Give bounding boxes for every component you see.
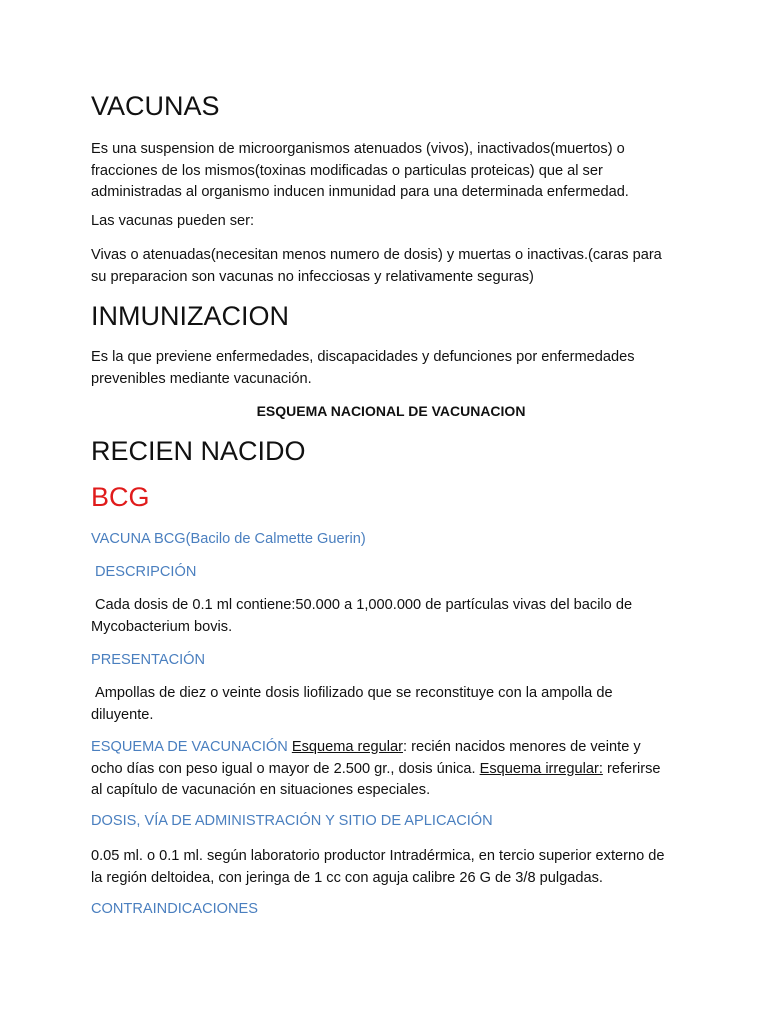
label-esquema-vacunacion: ESQUEMA DE VACUNACIÓN — [91, 739, 288, 755]
subheading-contraindicaciones: CONTRAINDICACIONES — [91, 901, 259, 917]
paragraph-inmunizacion: Es la que previene enfermedades, discapacidades y defunciones por enfermedades prevenibles mediante vacunación. — [91, 349, 635, 387]
paragraph-vacunas-intro: Las vacunas pueden ser: — [91, 213, 255, 229]
label-esquema-regular: Esquema regular — [291, 739, 403, 755]
heading-bcg: BCG — [91, 482, 150, 512]
heading-inmunizacion: INMUNIZACION — [91, 301, 289, 331]
subheading-presentacion: PRESENTACIÓN — [91, 652, 206, 668]
text-esquema-irregular: referirse al capítulo de vacunación en situaciones especiales. — [91, 760, 661, 798]
heading-esquema-nacional: ESQUEMA NACIONAL DE VACUNACION — [256, 403, 526, 419]
label-esquema-irregular: Esquema irregular: — [479, 760, 603, 777]
paragraph-presentacion: Ampollas de diez o veinte dosis liofilizado que se reconstituye con la ampolla de diluyente. — [91, 685, 613, 723]
subheading-vacuna-bcg: VACUNA BCG(Bacilo de Calmette Guerin) — [91, 531, 366, 547]
subheading-dosis: DOSIS, VÍA DE ADMINISTRACIÓN Y SITIO DE APLICACIÓN — [91, 813, 493, 829]
paragraph-vacunas-tipos: Vivas o atenuadas(necesitan menos numero de dosis) y muertas o inactivas.(caras para su preparacion son vacunas no infecciosas y relativamente seguras) — [91, 247, 662, 285]
paragraph-esquema-vacunacion — [91, 737, 671, 802]
text-esquema-regular: : recién nacidos menores de veinte y ocho días con peso igual o mayor de 2.500 gr., dosis única. — [91, 739, 641, 777]
paragraph-descripcion: Cada dosis de 0.1 ml contiene:50.000 a 1,000.000 de partículas vivas del bacilo de Mycobacterium bovis. — [91, 597, 633, 635]
paragraph-dosis: 0.05 ml. o 0.1 ml. según laboratorio productor Intradérmica, en tercio superior externo de la región deltoidea, con jeringa de 1 cc con aguja calibre 26 G de 3/8 pulgadas. — [91, 848, 665, 886]
paragraph-vacunas-definition: Es una suspension de microorganismos atenuados (vivos), inactivados(muertos) o fracciones de los mismos(toxinas modificadas o particulas proteicas) que al ser administradas al organismo inducen inmunidad para una determinada enfermedad. — [91, 141, 629, 200]
subheading-descripcion: DESCRIPCIÓN — [95, 564, 197, 580]
heading-recien-nacido: RECIEN NACIDO — [91, 436, 306, 466]
heading-vacunas: VACUNAS — [91, 91, 220, 121]
